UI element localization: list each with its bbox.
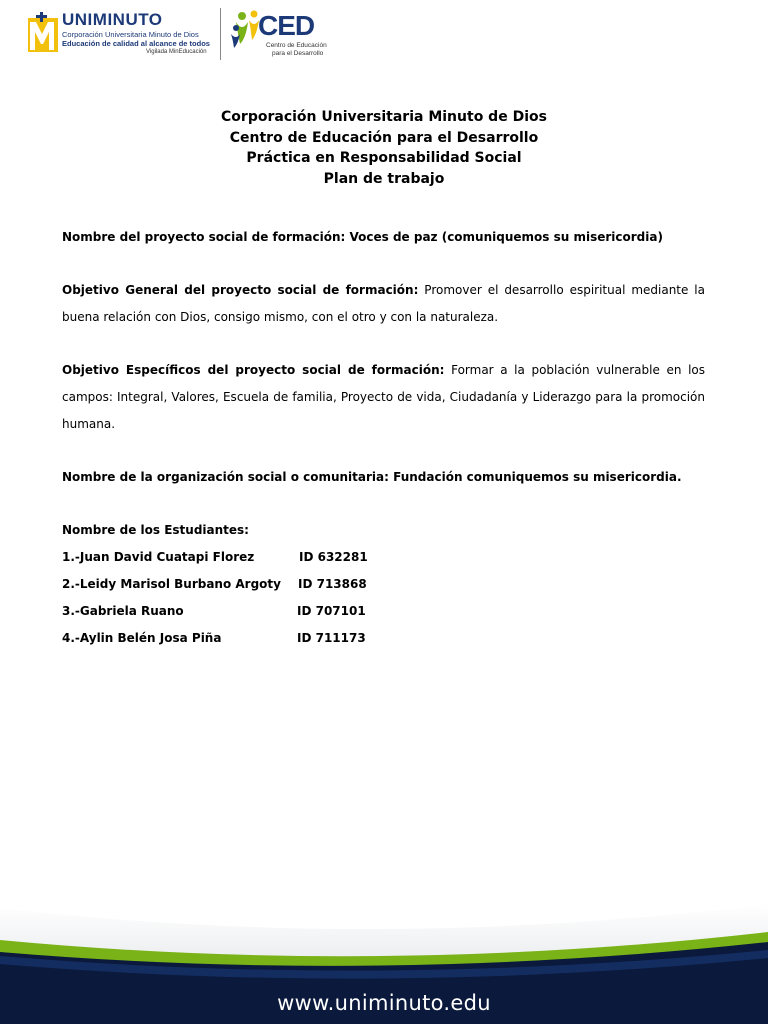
uniminuto-tagline-2: Educación de calidad al alcance de todos: [62, 39, 210, 48]
general-objective-label: Objetivo General del proyecto social de formación:: [62, 283, 419, 297]
uniminuto-logo: [26, 8, 216, 60]
document-header: [0, 0, 768, 70]
students-heading: Nombre de los Estudiantes:: [62, 523, 249, 537]
organization-name: Nombre de la organización social o comunitaria: Fundación comuniquemos su misericordia.: [62, 470, 682, 484]
student-row: [62, 571, 705, 598]
ced-tagline-2: para el Desarrollo: [272, 50, 324, 57]
project-name: Nombre del proyecto social de formación: Voces de paz (comuniquemos su misericordia): [62, 230, 663, 244]
specific-objective: [62, 357, 705, 438]
specific-objective-label: Objetivo Específicos del proyecto social de formación:: [62, 363, 445, 377]
student-name: 2.-Leidy Marisol Burbano Argoty: [62, 577, 281, 591]
uniminuto-tagline-3: Vigilada MinEducación: [146, 49, 207, 55]
ced-logo: [230, 8, 340, 60]
student-row: [62, 598, 705, 625]
student-name: 4.-Aylin Belén Josa Piña: [62, 631, 222, 645]
student-row: [62, 544, 705, 571]
general-objective: [62, 277, 705, 331]
title-line-4: Plan de trabajo: [323, 170, 445, 187]
document-body: [62, 224, 705, 652]
student-id: ID 707101: [297, 604, 366, 618]
student-id: ID 711173: [297, 631, 366, 645]
general-objective-text: Promover el desarrollo espiritual mediante la buena relación con Dios, consigo mismo, con el otro y con la naturaleza.: [62, 283, 705, 324]
title-line-1: Corporación Universitaria Minuto de Dios: [221, 109, 547, 125]
student-row: [62, 625, 705, 652]
title-line-2: Centro de Educación para el Desarrollo: [229, 129, 539, 146]
ced-wordmark: CED: [258, 10, 315, 41]
footer-url: www.uniminuto.edu: [277, 991, 491, 1015]
students-list: [62, 517, 705, 652]
student-name: 3.-Gabriela Ruano: [62, 604, 184, 618]
student-id: ID 713868: [298, 577, 367, 591]
student-id: ID 632281: [299, 550, 368, 564]
ced-tagline-1: Centro de Educación: [266, 42, 327, 49]
md-logo-icon: [26, 12, 60, 56]
student-name: 1.-Juan David Cuatapi Florez: [62, 550, 255, 564]
uniminuto-tagline-1: Corporación Universitaria Minuto de Dios: [62, 30, 199, 39]
specific-objective-text: Formar a la población vulnerable en los campos: Integral, Valores, Escuela de familia, Proyecto de vida, Ciudadanía y Liderazgo para la promoción humana.: [62, 363, 706, 431]
header-divider: [220, 8, 221, 60]
document-title: [0, 107, 768, 189]
title-line-3: Práctica en Responsabilidad Social: [246, 150, 522, 166]
uniminuto-wordmark: UNIMINUTO: [62, 10, 163, 29]
